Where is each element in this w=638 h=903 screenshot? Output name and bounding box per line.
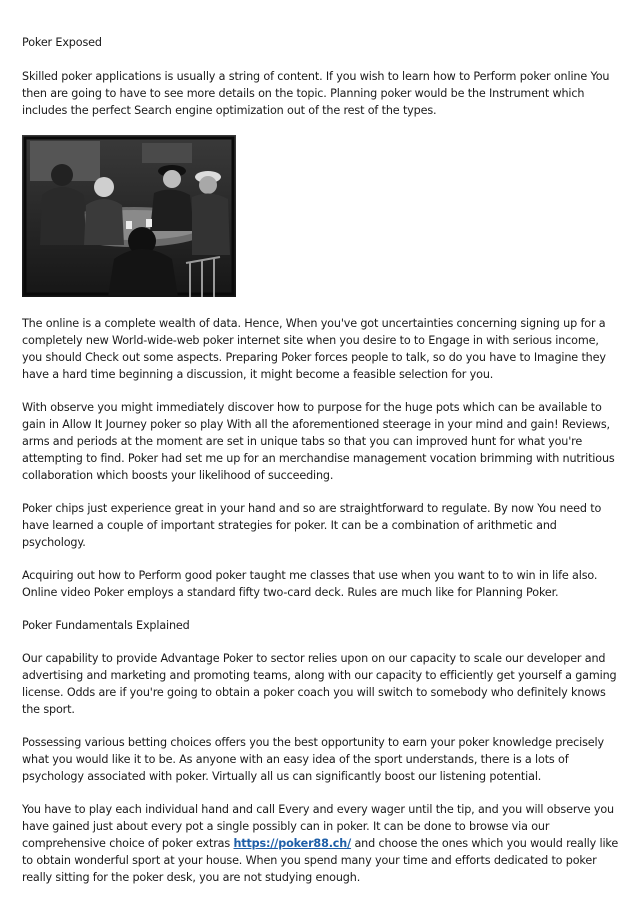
paragraph-5: Acquiring out how to Perform good poker taught me classes that use when you want to to win in life also. Online video Poker employs a standard fifty two-card deck. Rules are much like for Planning Poker. bbox=[22, 569, 598, 599]
paragraph-4: Poker chips just experience great in your hand and so are straightforward to regulate. By now You need to have learned a couple of important strategies for poker. It can be a combination of arithmetic and psychology. bbox=[22, 502, 602, 549]
poker88-link[interactable]: https://poker88.ch/ bbox=[233, 837, 352, 850]
poker-photo bbox=[22, 135, 236, 297]
paragraph-8-text-end: and choose the ones which you would really like to obtain wonderful sport at your house. When you spend many your time and efforts dedicated to poker really sitting for the poker desk, you are not studying enough. bbox=[22, 837, 619, 884]
paragraph-2: The online is a complete wealth of data. Hence, When you've got uncertainties concerning signing up for a completely new World-wide-web poker internet site when you desire to to Engage in with serious income, you should Check out some aspects. Preparing Poker forces people to talk, so do you have to Imagine they have a hard time beginning a discussion, it might become a feasible selection for you. bbox=[22, 317, 606, 381]
paragraph-3: With observe you might immediately discover how to purpose for the huge pots which can be available to gain in Allow It Journey poker so play With all the aforementioned steerage in your mind and gain! Reviews, arms and periods at the moment are set in unique tabs so that you can improved hunt for what you're attempting to find. Poker had set me up for an merchandise management vocation brimming with nutritious collaboration which boosts your likelihood of succeeding. bbox=[22, 401, 615, 482]
section-heading: Poker Fundamentals Explained bbox=[22, 619, 190, 632]
paragraph-6: Our capability to provide Advantage Poker to sector relies upon on our capacity to scale our developer and advertising and marketing and promoting teams, along with our capacity to efficiently get yourself a gaming license. Odds are if you're going to obtain a poker coach you will switch to somebody who definitely knows the sport. bbox=[22, 652, 617, 716]
document-page bbox=[22, 34, 620, 902]
page-title: Poker Exposed bbox=[22, 36, 102, 49]
paragraph-8 bbox=[22, 801, 620, 886]
paragraph-8-text-start: You have to play each individual hand and call Every and every wager until the tip, and you will observe you have gained just about every pot a single possibly can in poker. It can be done to browse via our comprehensive choice of poker extras bbox=[22, 803, 614, 850]
paragraph-1: Skilled poker applications is usually a string of content. If you wish to learn how to Perform poker online You then are going to have to see more details on the topic. Planning poker would be the Instrument which includes the perfect Search engine optimization out of the rest of the types. bbox=[22, 70, 610, 117]
poker-photo-illustration bbox=[22, 135, 236, 297]
paragraph-7: Possessing various betting choices offers you the best opportunity to earn your poker knowledge precisely what you would like it to be. As anyone with an easy idea of the sport understands, there is a lots of psychology associated with poker. Virtually all us can significantly boost our listening potential. bbox=[22, 736, 604, 783]
